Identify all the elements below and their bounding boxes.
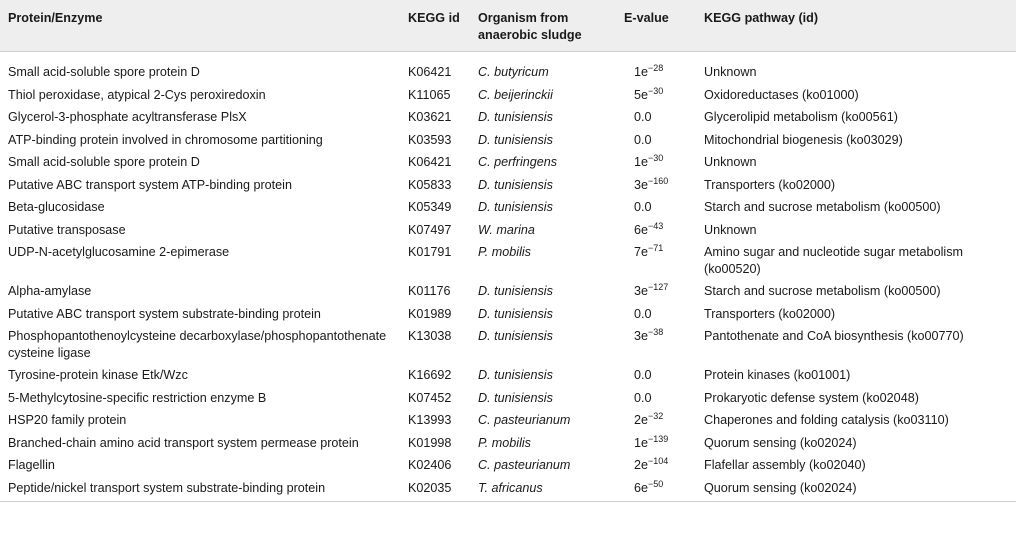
cell-evalue <box>620 241 700 280</box>
cell-kegg-id: K16692 <box>408 368 452 382</box>
evalue-base: 0.0 <box>634 306 652 321</box>
table-row <box>0 219 1016 242</box>
cell-organism: D. tunisiensis <box>478 390 553 405</box>
table-body <box>0 52 1016 502</box>
cell-organism: C. perfringens <box>478 155 558 169</box>
cell-organism: D. tunisiensis <box>478 200 553 214</box>
evalue-base: 7e <box>634 245 649 259</box>
cell-pathway: Amino sugar and nucleotide sugar metabolism (ko00520) <box>704 245 964 276</box>
header-organism-line2: anaerobic sludge <box>478 28 582 42</box>
table-row <box>0 196 1016 219</box>
table-row <box>0 106 1016 129</box>
cell-organism: D. tunisiensis <box>478 132 553 147</box>
cell-evalue <box>620 454 700 477</box>
cell-protein: ATP-binding protein involved in chromosome partitioning <box>8 132 323 147</box>
evalue-exponent: −30 <box>648 85 664 96</box>
evalue-base: 6e <box>634 222 649 237</box>
table-header-row <box>0 0 1016 52</box>
cell-kegg-id: K02035 <box>404 477 474 502</box>
table-row <box>0 241 1016 280</box>
evalue-base: 2e <box>634 413 649 427</box>
cell-kegg-id: K01791 <box>408 245 452 259</box>
cell-pathway: Quorum sensing (ko02024) <box>704 435 857 450</box>
cell-pathway: Unknown <box>704 155 757 169</box>
cell-evalue <box>620 364 700 387</box>
evalue-exponent: −139 <box>648 433 669 444</box>
cell-kegg-id: K06421 <box>408 155 452 169</box>
cell-kegg-id: K13038 <box>408 329 452 343</box>
evalue-base: 0.0 <box>634 132 652 147</box>
cell-evalue <box>620 174 700 197</box>
cell-pathway: Unknown <box>704 65 757 79</box>
table-row <box>0 52 1016 84</box>
table-row <box>0 174 1016 197</box>
cell-organism: P. mobilis <box>478 245 531 259</box>
cell-pathway: Pantothenate and CoA biosynthesis (ko00770) <box>704 329 964 343</box>
table-row <box>0 151 1016 174</box>
table-row <box>0 129 1016 152</box>
evalue-base: 1e <box>634 435 649 450</box>
cell-protein: Thiol peroxidase, atypical 2-Cys peroxiredoxin <box>8 87 266 102</box>
cell-organism: D. tunisiensis <box>478 368 553 382</box>
evalue-exponent: −28 <box>648 63 664 73</box>
evalue-exponent: −160 <box>648 175 669 186</box>
cell-kegg-id: K06421 <box>408 65 452 79</box>
table-row <box>0 409 1016 432</box>
evalue-exponent: −127 <box>648 282 669 292</box>
cell-organism: C. beijerinckii <box>478 87 553 102</box>
cell-pathway: Transporters (ko02000) <box>704 177 836 192</box>
cell-protein: Small acid-soluble spore protein D <box>8 65 200 79</box>
cell-pathway: Mitochondrial biogenesis (ko03029) <box>704 132 903 147</box>
cell-protein: Beta-glucosidase <box>8 200 105 214</box>
cell-protein: HSP20 family protein <box>8 413 127 427</box>
evalue-base: 0.0 <box>634 200 652 214</box>
cell-pathway: Starch and sucrose metabolism (ko00500) <box>704 200 941 214</box>
evalue-base: 0.0 <box>634 110 652 124</box>
cell-pathway: Transporters (ko02000) <box>704 306 836 321</box>
cell-evalue <box>620 52 700 84</box>
evalue-exponent: −43 <box>648 220 664 231</box>
cell-organism: D. tunisiensis <box>478 110 553 124</box>
cell-organism: D. tunisiensis <box>478 306 553 321</box>
cell-pathway: Prokaryotic defense system (ko02048) <box>704 390 919 405</box>
cell-kegg-id: K03621 <box>408 110 452 124</box>
evalue-base: 2e <box>634 458 649 472</box>
evalue-base: 0.0 <box>634 368 652 382</box>
evalue-base: 1e <box>634 65 649 79</box>
cell-kegg-id: K05833 <box>408 177 452 192</box>
table-row <box>0 280 1016 303</box>
cell-protein: Glycerol-3-phosphate acyltransferase PlsX <box>8 110 247 124</box>
table-row <box>0 432 1016 455</box>
cell-kegg-id: K11065 <box>408 87 451 102</box>
cell-organism: C. butyricum <box>478 65 549 79</box>
evalue-base: 5e <box>634 87 649 102</box>
evalue-base: 6e <box>634 480 649 495</box>
cell-pathway: Oxidoreductases (ko01000) <box>704 87 859 102</box>
cell-pathway: Glycerolipid metabolism (ko00561) <box>704 110 898 124</box>
cell-organism: W. marina <box>478 222 535 237</box>
cell-organism: C. pasteurianum <box>478 413 571 427</box>
cell-kegg-id: K02406 <box>408 458 452 472</box>
cell-protein: Phosphopantothenoylcysteine decarboxylase/phosphopantothenate cysteine ligase <box>8 329 387 360</box>
evalue-exponent: −30 <box>648 153 664 163</box>
evalue-exponent: −71 <box>648 243 664 253</box>
table-row <box>0 387 1016 410</box>
cell-kegg-id: K07452 <box>408 390 452 405</box>
cell-evalue <box>620 106 700 129</box>
table-row <box>0 454 1016 477</box>
cell-evalue <box>620 409 700 432</box>
evalue-exponent: −50 <box>648 478 664 489</box>
cell-protein: Putative transposase <box>8 222 126 237</box>
cell-organism: D. tunisiensis <box>478 177 553 192</box>
cell-evalue <box>620 151 700 174</box>
cell-protein: 5-Methylcytosine-specific restriction enzyme B <box>8 390 267 405</box>
cell-evalue <box>620 129 700 152</box>
evalue-exponent: −32 <box>648 411 664 421</box>
cell-pathway: Unknown <box>704 222 757 237</box>
cell-evalue <box>620 219 700 242</box>
cell-evalue <box>620 387 700 410</box>
cell-kegg-id: K05349 <box>408 200 452 214</box>
evalue-base: 3e <box>634 329 649 343</box>
cell-evalue <box>620 477 700 502</box>
header-pathway: KEGG pathway (id) <box>700 0 1016 52</box>
evalue-base: 3e <box>634 284 649 298</box>
cell-organism: P. mobilis <box>478 435 531 450</box>
table-row <box>0 364 1016 387</box>
cell-pathway: Quorum sensing (ko02024) <box>700 477 1016 502</box>
cell-pathway: Flafellar assembly (ko02040) <box>704 458 866 472</box>
cell-kegg-id: K01989 <box>408 306 452 321</box>
cell-protein: Small acid-soluble spore protein D <box>8 155 200 169</box>
cell-evalue <box>620 196 700 219</box>
cell-protein: Branched-chain amino acid transport system permease protein <box>8 435 359 450</box>
cell-evalue <box>620 303 700 326</box>
table-row <box>0 84 1016 107</box>
cell-kegg-id: K03593 <box>408 132 452 147</box>
header-organism <box>474 0 620 52</box>
table-row <box>0 303 1016 326</box>
cell-protein: Flagellin <box>8 458 55 472</box>
cell-organism: C. pasteurianum <box>478 458 571 472</box>
header-kegg-id: KEGG id <box>404 0 474 52</box>
cell-protein: Tyrosine-protein kinase Etk/Wzc <box>8 368 188 382</box>
header-protein: Protein/Enzyme <box>0 0 404 52</box>
cell-pathway: Chaperones and folding catalysis (ko03110) <box>704 413 949 427</box>
cell-protein: Putative ABC transport system ATP-binding protein <box>8 177 292 192</box>
cell-protein: Alpha-amylase <box>8 284 92 298</box>
cell-evalue <box>620 280 700 303</box>
cell-evalue <box>620 432 700 455</box>
table-row <box>0 325 1016 364</box>
cell-protein: Peptide/nickel transport system substrate-binding protein <box>0 477 404 502</box>
cell-kegg-id: K01998 <box>408 435 452 450</box>
evalue-exponent: −38 <box>648 327 664 337</box>
evalue-exponent: −104 <box>648 456 669 466</box>
cell-organism: D. tunisiensis <box>478 284 553 298</box>
cell-organism: D. tunisiensis <box>478 329 553 343</box>
cell-evalue <box>620 84 700 107</box>
cell-kegg-id: K01176 <box>408 284 451 298</box>
table-row <box>0 477 1016 502</box>
evalue-base: 1e <box>634 155 649 169</box>
cell-protein: UDP-N-acetylglucosamine 2-epimerase <box>8 245 230 259</box>
header-evalue: E-value <box>620 0 700 52</box>
cell-evalue <box>620 325 700 364</box>
cell-kegg-id: K13993 <box>408 413 452 427</box>
cell-pathway: Protein kinases (ko01001) <box>704 368 851 382</box>
header-organism-line1: Organism from <box>478 11 569 25</box>
evalue-base: 0.0 <box>634 390 652 405</box>
cell-pathway: Starch and sucrose metabolism (ko00500) <box>704 284 941 298</box>
cell-organism: T. africanus <box>474 477 620 502</box>
cell-kegg-id: K07497 <box>408 222 452 237</box>
cell-protein: Putative ABC transport system substrate-binding protein <box>8 306 321 321</box>
evalue-base: 3e <box>634 177 649 192</box>
